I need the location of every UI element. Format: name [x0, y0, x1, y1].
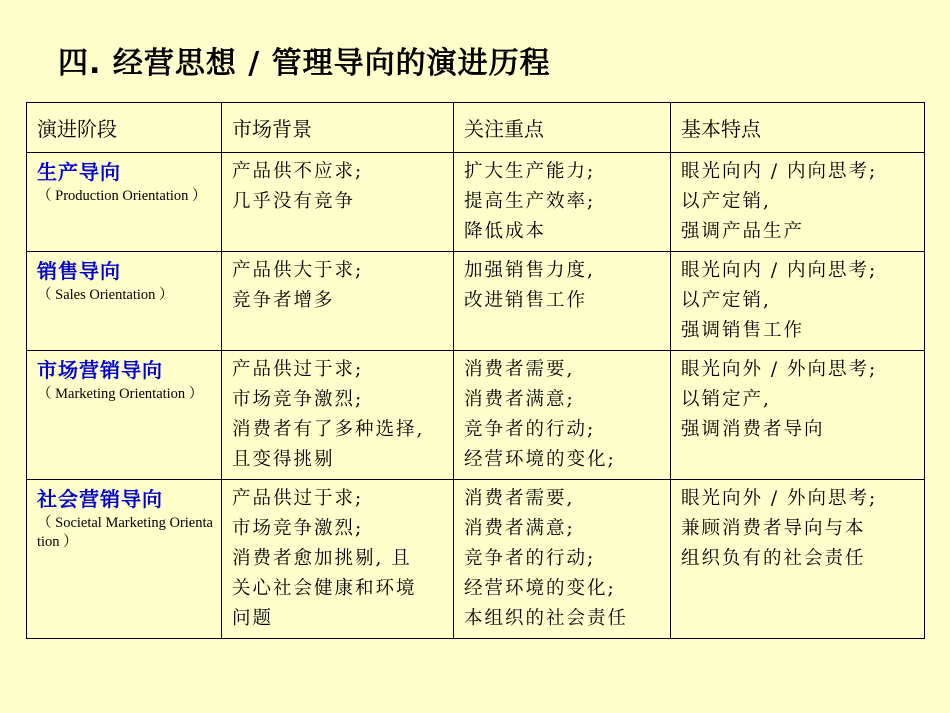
stage-name: 销售导向	[37, 259, 121, 283]
stage-english: （ Production Orientation ）	[37, 188, 207, 204]
cell-line: 消费者有了多种选择,	[232, 419, 425, 440]
cell-line: 强调消费者导向	[681, 419, 825, 440]
features-cell	[671, 351, 925, 480]
stage-cell	[27, 351, 222, 480]
stage-name: 生产导向	[37, 160, 121, 184]
cell-line: 以产定销,	[681, 290, 771, 311]
cell-line: 以产定销,	[681, 191, 771, 212]
cell-line: 强调产品生产	[681, 221, 805, 242]
cell-line: 以销定产,	[681, 389, 771, 410]
cell-line: 消费者需要,	[464, 488, 575, 509]
cell-line: 改进销售工作	[464, 290, 588, 311]
focus-cell	[454, 252, 671, 351]
cell-line: 产品供大于求;	[232, 260, 364, 281]
stage-name: 社会营销导向	[37, 487, 163, 511]
cell-line: 眼光向外 / 外向思考;	[681, 359, 878, 380]
table-row	[27, 252, 925, 351]
cell-line: 本组织的社会责任	[464, 608, 629, 629]
cell-line: 降低成本	[464, 221, 547, 242]
page-title: 四. 经营思想 / 管理导向的演进历程	[58, 46, 551, 81]
cell-line: 眼光向外 / 外向思考;	[681, 488, 878, 509]
cell-line: 且变得挑剔	[232, 449, 335, 470]
cell-line: 经营环境的变化;	[464, 449, 616, 470]
cell-line: 经营环境的变化;	[464, 578, 616, 599]
cell-line: 组织负有的社会责任	[681, 548, 866, 569]
cell-line: 竞争者的行动;	[464, 419, 596, 440]
focus-cell	[454, 153, 671, 252]
focus-cell	[454, 480, 671, 639]
stage-english: （ Marketing Orientation ）	[37, 386, 204, 402]
stage-name: 市场营销导向	[37, 358, 163, 382]
stage-english: （ Sales Orientation ）	[37, 287, 174, 303]
focus-cell	[454, 351, 671, 480]
background-cell	[222, 351, 454, 480]
cell-line: 市场竞争激烈;	[232, 389, 364, 410]
table-row	[27, 153, 925, 252]
cell-line: 眼光向内 / 内向思考;	[681, 260, 878, 281]
stage-cell	[27, 252, 222, 351]
cell-line: 眼光向内 / 内向思考;	[681, 161, 878, 182]
cell-line: 产品供过于求;	[232, 359, 364, 380]
stage-english: （ Societal Marketing Orientation ）	[37, 515, 213, 550]
header-background: 市场背景	[222, 103, 454, 153]
cell-line: 兼顾消费者导向与本	[681, 518, 866, 539]
header-features: 基本特点	[671, 103, 925, 153]
cell-line: 消费者需要,	[464, 359, 575, 380]
cell-line: 扩大生产能力;	[464, 161, 596, 182]
cell-line: 问题	[232, 608, 274, 629]
cell-line: 产品供不应求;	[232, 161, 364, 182]
background-cell	[222, 153, 454, 252]
background-cell	[222, 252, 454, 351]
cell-line: 消费者满意;	[464, 518, 575, 539]
cell-line: 消费者愈加挑剔, 且	[232, 548, 412, 569]
cell-line: 关心社会健康和环境	[232, 578, 417, 599]
stage-cell	[27, 153, 222, 252]
features-cell	[671, 153, 925, 252]
cell-line: 几乎没有竞争	[232, 191, 356, 212]
features-cell	[671, 252, 925, 351]
stage-cell	[27, 480, 222, 639]
cell-line: 加强销售力度,	[464, 260, 595, 281]
cell-line: 竞争者的行动;	[464, 548, 596, 569]
background-cell	[222, 480, 454, 639]
header-stage: 演进阶段	[27, 103, 222, 153]
cell-line: 消费者满意;	[464, 389, 575, 410]
cell-line: 产品供过于求;	[232, 488, 364, 509]
evolution-table	[26, 102, 925, 639]
header-focus: 关注重点	[454, 103, 671, 153]
table-row	[27, 351, 925, 480]
table-header-row	[27, 103, 925, 153]
table-row	[27, 480, 925, 639]
cell-line: 市场竞争激烈;	[232, 518, 364, 539]
cell-line: 竞争者增多	[232, 290, 335, 311]
features-cell	[671, 480, 925, 639]
cell-line: 强调销售工作	[681, 320, 805, 341]
cell-line: 提高生产效率;	[464, 191, 596, 212]
